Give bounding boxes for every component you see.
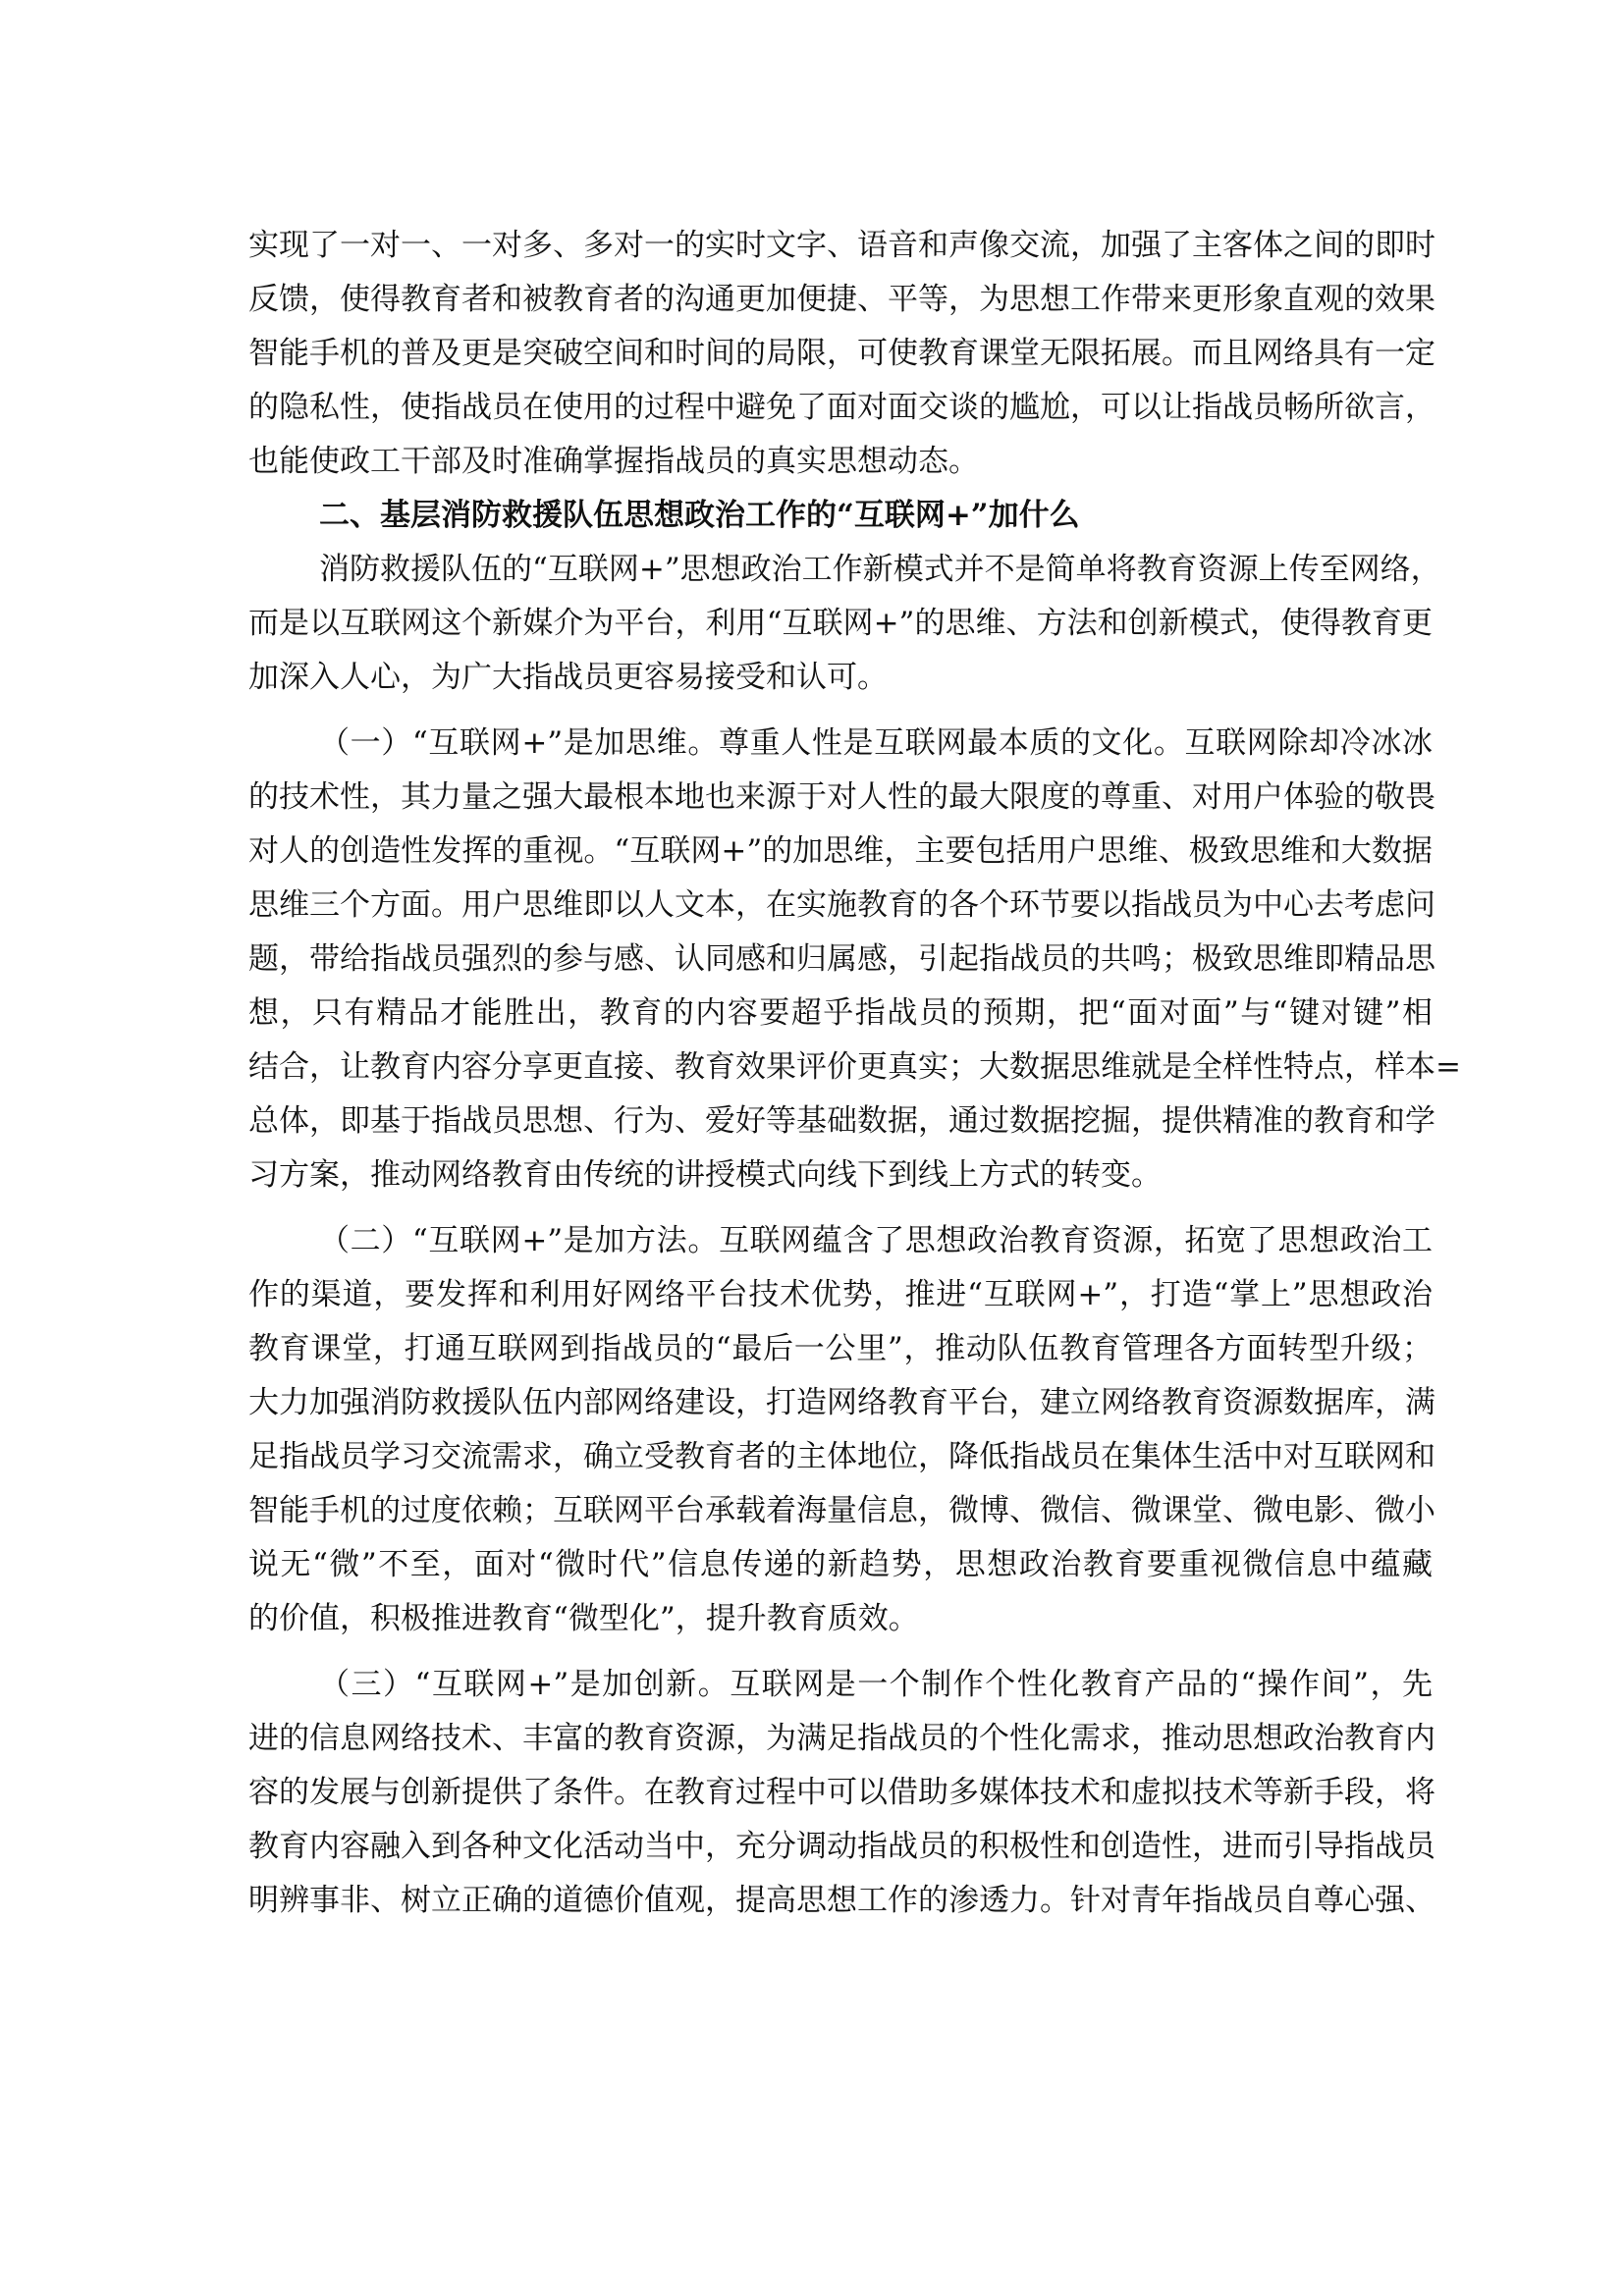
- text-line: 消防救援队伍的“互联网+”思想政治工作新模式并不是简单将教育资源上传至网络，: [319, 552, 1441, 587]
- text-line: 习方案，推动网络教育由传统的讲授模式向线下到线上方式的转变。: [248, 1157, 1162, 1193]
- paragraph: [248, 1214, 1433, 1646]
- text-line: 二、基层消防救援队伍思想政治工作的“互联网+”加什么: [319, 498, 1080, 533]
- text-line: 想，只有精品才能胜出，教育的内容要超乎指战员的预期，把“面对面”与“键对键”相: [248, 995, 1433, 1031]
- text-line: 进的信息网络技术、丰富的教育资源，为满足指战员的个性化需求，推动思想政治教育内: [248, 1721, 1435, 1756]
- text-line: 教育内容融入到各种文化活动当中，充分调动指战员的积极性和创造性，进而引导指战员: [248, 1829, 1435, 1864]
- text-line: 容的发展与创新提供了条件。在教育过程中可以借助多媒体技术和虚拟技术等新手段，将: [248, 1775, 1435, 1810]
- text-line: 思维三个方面。用户思维即以人文本，在实施教育的各个环节要以指战员为中心去考虑问: [248, 887, 1435, 923]
- text-line: 而是以互联网这个新媒介为平台，利用“互联网+”的思维、方法和创新模式，使得教育更: [248, 606, 1433, 641]
- text-line: 教育课堂，打通互联网到指战员的“最后一公里”，推动队伍教育管理各方面转型升级；: [248, 1331, 1433, 1366]
- text-line: （三）“互联网+”是加创新。互联网是一个制作个性化教育产品的“操作间”，先: [319, 1667, 1433, 1702]
- text-line: （一）“互联网+”是加思维。尊重人性是互联网最本质的文化。互联网除却冷冰冰: [319, 725, 1433, 761]
- text-line: 的技术性，其力量之强大最根本地也来源于对人性的最大限度的尊重、对用户体验的敬畏: [248, 779, 1435, 815]
- text-line: 对人的创造性发挥的重视。“互联网+”的加思维，主要包括用户思维、极致思维和大数据: [248, 833, 1433, 869]
- text-line: 的价值，积极推进教育“微型化”，提升教育质效。: [248, 1601, 919, 1636]
- text-line: 足指战员学习交流需求，确立受教育者的主体地位，降低指战员在集体生活中对互联网和: [248, 1439, 1435, 1474]
- text-line: 也能使政工干部及时准确掌握指战员的真实思想动态。: [248, 444, 979, 479]
- text-line: （二）“互联网+”是加方法。互联网蕴含了思想政治教育资源，拓宽了思想政治工: [319, 1223, 1433, 1258]
- section-heading: [248, 489, 1433, 543]
- text-line: 大力加强消防救援队伍内部网络建设，打造网络教育平台，建立网络教育资源数据库，满: [248, 1385, 1435, 1420]
- paragraph: [248, 219, 1433, 489]
- text-line: 结合，让教育内容分享更直接、教育效果评价更真实；大数据思维就是全样性特点，样本=: [248, 1049, 1461, 1085]
- text-line: 实现了一对一、一对多、多对一的实时文字、语音和声像交流，加强了主客体之间的即时: [248, 228, 1435, 263]
- text-line: 说无“微”不至，面对“微时代”信息传递的新趋势，思想政治教育要重视微信息中蕴藏: [248, 1547, 1433, 1582]
- text-line: 的隐私性，使指战员在使用的过程中避免了面对面交谈的尴尬，可以让指战员畅所欲言，: [248, 390, 1435, 425]
- paragraph: [248, 717, 1461, 1202]
- text-line: 总体，即基于指战员思想、行为、爱好等基础数据，通过数据挖掘，提供精准的教育和学: [248, 1103, 1435, 1139]
- paragraph: [248, 1658, 1433, 1928]
- text-line: 智能手机的普及更是突破空间和时间的局限，可使教育课堂无限拓展。而且网络具有一定: [248, 336, 1435, 371]
- text-line: 明辨事非、树立正确的道德价值观，提高思想工作的渗透力。针对青年指战员自尊心强、: [248, 1883, 1435, 1918]
- text-line: 题，带给指战员强烈的参与感、认同感和归属感，引起指战员的共鸣；极致思维即精品思: [248, 941, 1435, 977]
- text-line: 作的渠道，要发挥和利用好网络平台技术优势，推进“互联网+”，打造“掌上”思想政治: [248, 1277, 1433, 1312]
- paragraph: [248, 543, 1441, 705]
- text-line: 加深入人心，为广大指战员更容易接受和认可。: [248, 660, 888, 695]
- document-body: [248, 219, 1461, 1928]
- text-line: 智能手机的过度依赖；互联网平台承载着海量信息，微博、微信、微课堂、微电影、微小: [248, 1493, 1435, 1528]
- text-line: 反馈，使得教育者和被教育者的沟通更加便捷、平等，为思想工作带来更形象直观的效果: [248, 282, 1435, 317]
